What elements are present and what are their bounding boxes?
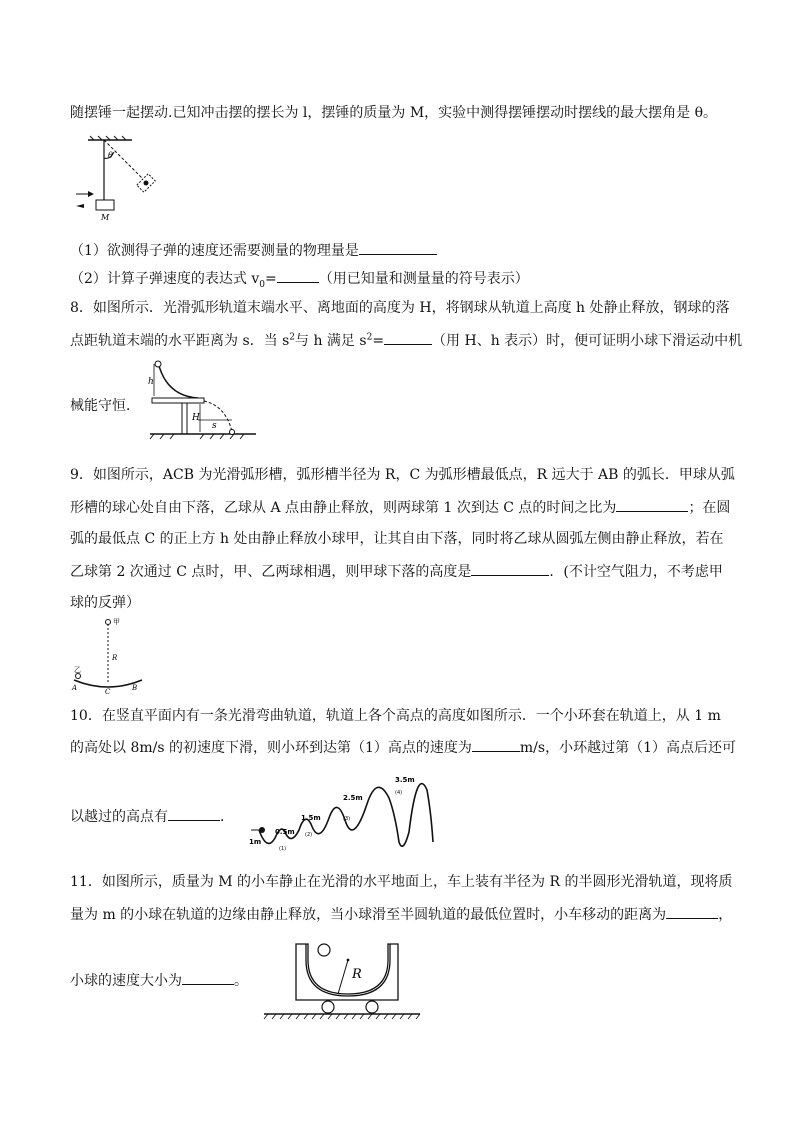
q10-label-1.5m: 1.5m xyxy=(301,814,321,822)
q10-text-line2: 的高处以 8m/s 的初速度下滑，则小环到达第（1）高点的速度为 m/s，小环越过第（1）高点后还可 xyxy=(70,737,736,758)
q9-text-line3: 弧的最低点 C 的正上方 h 处由静止释放小球甲，让其自由下落，同时将乙球从圆弧左侧由静止释放，若在 xyxy=(70,531,724,547)
q10-curved-track-figure xyxy=(245,772,435,852)
q7-pendulum-figure xyxy=(70,136,170,226)
q9-answer-blank-2[interactable] xyxy=(471,561,549,576)
q10-peak-4: (4) xyxy=(395,790,403,796)
q8-track-figure xyxy=(148,360,258,442)
q10-peak-3: (3) xyxy=(343,816,351,822)
q11-answer-blank-1[interactable] xyxy=(666,904,718,919)
q11-cart-figure xyxy=(262,938,422,1024)
q8-answer-blank[interactable] xyxy=(384,330,432,345)
q10-label-3.5m: 3.5m xyxy=(395,776,415,784)
q11-text-line1: 11．如图所示，质量为 M 的小车静止在光滑的水平地面上，车上装有半径为 R 的半圆形光滑轨道，现将质 xyxy=(70,874,733,890)
q7-theta-label: θ xyxy=(108,151,113,160)
q10-label-0.5m: 0.5m xyxy=(275,828,295,836)
q9-text-line2: 形槽的球心处自由下落，乙球从 A 点由静止释放，则两球第 1 次到达 C 点的时间之比为 ；在圆 xyxy=(70,497,730,518)
q10-label-1m: 1m xyxy=(249,838,262,846)
q8-text-line2: 点距轨道末端的水平距离为 s．当 $s^2$与 h 满足 $s^2=$ （用 H、h 表示）时，便可证明小球下滑运动中机 xyxy=(70,330,742,351)
q8-text-line1: 8．如图所示．光滑弧形轨道末端水平、离地面的高度为 H，将钢球从轨道上高度 h 处静止释放，钢球的落 xyxy=(70,300,730,316)
q10-answer-blank-1[interactable] xyxy=(472,737,520,752)
q9-text-line4: 乙球第 2 次通过 C 点时，甲、乙两球相遇，则甲球下落的高度是 ．(不计空气阻力，不考虑甲 xyxy=(70,561,723,582)
q9-jia-label: 甲 xyxy=(113,618,120,626)
q10-label-2.5m: 2.5m xyxy=(343,794,363,802)
q9-R-label: R xyxy=(112,654,118,662)
q9-text-line1: 9．如图所示，ACB 为光滑弧形槽，弧形槽半径为 R，C 为弧形槽最低点，R 远大于 AB 的弧长．甲球从弧 xyxy=(70,467,735,483)
q7-part1: （1）欲测得子弹的速度还需要测量的物理量是 xyxy=(70,240,437,261)
q9-yi-label: 乙 xyxy=(74,666,81,674)
q8-h-label: h xyxy=(148,377,154,387)
q10-text-line3: 以越过的高点有 ． xyxy=(70,806,234,827)
q8-s-label: s xyxy=(212,421,217,431)
q11-R-label: R xyxy=(352,967,362,982)
q10-peak-1: (1) xyxy=(279,846,287,852)
q10-peak-2: (2) xyxy=(305,832,313,838)
q9-C-label: C xyxy=(105,688,111,696)
q11-answer-blank-2[interactable] xyxy=(182,970,234,985)
q8-text-line3: 械能守恒． xyxy=(70,398,140,414)
q9-text-line5: 球的反弹） xyxy=(70,595,140,611)
q7-answer-blank-1[interactable] xyxy=(359,240,437,255)
q10-answer-blank-2[interactable] xyxy=(168,806,220,821)
q7-answer-blank-2[interactable] xyxy=(277,268,319,283)
q11-text-line2: 量为 m 的小球在轨道的边缘由静止释放，当小球滑至半圆轨道的最低位置时，小车移动的距离为 ， xyxy=(70,904,732,925)
q9-A-label: A xyxy=(72,684,78,692)
q7-text-line1: 随摆锤一起摆动.已知冲击摆的摆长为 l，摆锤的质量为 M，实验中测得摆锤摆动时摆线的最大摆角是 θ。 xyxy=(70,105,718,121)
q8-H-label: H xyxy=(192,413,200,423)
q7-part2: （2）计算子弹速度的表达式 $v_0=$ （用已知量和测量量的符号表示） xyxy=(70,268,529,289)
q7-mass-label: M xyxy=(101,213,110,222)
q9-arc-figure xyxy=(72,614,162,694)
q9-B-label: B xyxy=(132,684,138,692)
q9-answer-blank-1[interactable] xyxy=(616,497,688,512)
q11-text-line3: 小球的速度大小为 。 xyxy=(70,970,248,991)
q10-text-line1: 10．在竖直平面内有一条光滑弯曲轨道，轨道上各个高点的高度如图所示．一个小环套在轨道上，从 1 m xyxy=(70,708,721,724)
